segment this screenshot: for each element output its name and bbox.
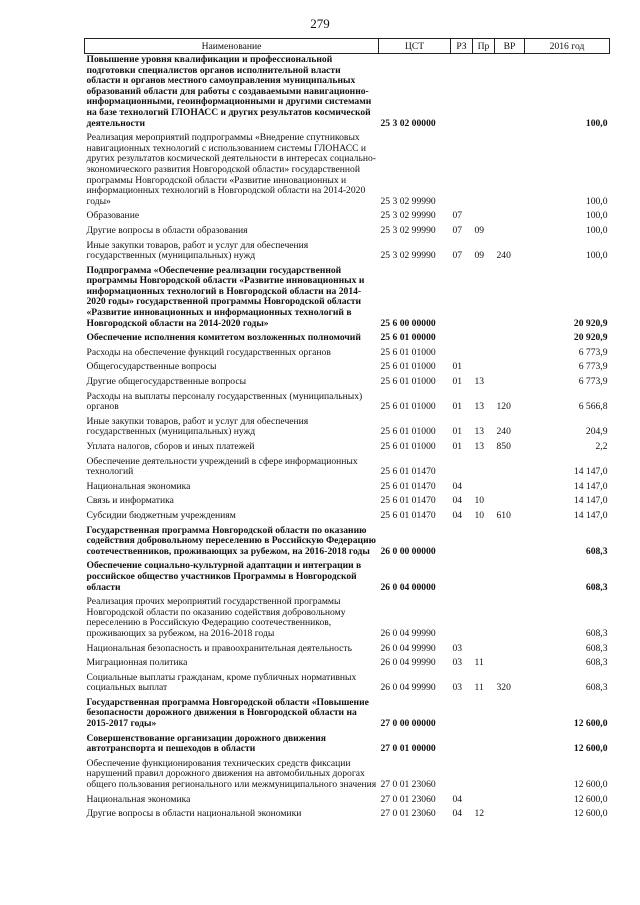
- row-amount: 100,0: [585, 250, 608, 262]
- row-code: 27 0 01 23060: [380, 808, 436, 820]
- row-pr: 11: [474, 657, 484, 669]
- row-code: 25 6 01 01470: [380, 480, 436, 492]
- row-vr: [495, 456, 525, 481]
- row-vr: [495, 54, 525, 133]
- table-row: [85, 376, 610, 391]
- row-code: 25 6 01 01000: [380, 376, 436, 388]
- row-code: 26 0 04 00000: [380, 581, 436, 593]
- row-pr: [473, 456, 495, 481]
- header-name: Наименование: [85, 39, 379, 54]
- row-name: Государственная программа Новгородской области «Повышение безопасности дорожного движения в Новгородской области на 2015-2017 годы»: [86, 696, 369, 730]
- table-row: [85, 697, 610, 733]
- header-pr: Пр: [473, 39, 495, 54]
- row-vr: 240: [496, 426, 511, 438]
- row-rz: [451, 733, 473, 758]
- row-name: Национальная экономика: [86, 480, 191, 492]
- row-amount: 14 147,0: [573, 495, 608, 507]
- table-row: [85, 481, 610, 496]
- row-amount: 608,3: [585, 642, 608, 654]
- row-name: Реализация прочих мероприятий государственной программы Новгородской области по оказанию содействия добровольному переселению в Российскую Федерацию соотечественников, проживающих за рубежом, на 2016-2018 годы: [86, 596, 346, 639]
- table-row: [85, 240, 610, 265]
- row-amount: 608,3: [585, 627, 608, 639]
- row-code: 27 0 00 00000: [380, 718, 436, 730]
- row-pr: [473, 132, 495, 210]
- row-rz: 01: [452, 361, 463, 373]
- row-pr: [473, 332, 495, 347]
- row-vr: 610: [496, 509, 511, 521]
- row-pr: 10: [474, 495, 485, 507]
- row-name: Общегосударственные вопросы: [86, 361, 217, 373]
- row-pr: [473, 265, 495, 333]
- row-amount: 608,3: [585, 657, 608, 669]
- row-amount: 6 566,8: [578, 401, 608, 413]
- row-amount: 12 600,0: [573, 718, 608, 730]
- row-pr: [473, 525, 495, 561]
- row-vr: [495, 225, 525, 240]
- row-name: Миграционная политика: [86, 657, 188, 669]
- row-vr: 320: [496, 682, 511, 694]
- table-row: [85, 643, 610, 658]
- row-vr: [495, 525, 525, 561]
- row-rz: 07: [452, 210, 463, 222]
- table-row: [85, 441, 610, 456]
- row-vr: [495, 481, 525, 496]
- row-amount: 608,3: [585, 581, 608, 593]
- row-name: Национальная безопасность и правоохранительная деятельность: [86, 642, 352, 654]
- row-vr: 120: [496, 401, 511, 413]
- row-rz: 01: [452, 376, 463, 388]
- table-row: [85, 560, 610, 596]
- row-name: Обеспечение функционирования технических средств фиксации нарушений правил дорожного движения на автомобильных дорогах общего пользования регионального или межмуниципального значения: [86, 757, 377, 791]
- row-vr: [495, 758, 525, 794]
- row-pr: [473, 560, 495, 596]
- row-pr: 12: [474, 808, 485, 820]
- row-rz: [451, 525, 473, 561]
- row-rz: [451, 54, 473, 133]
- row-vr: 240: [496, 250, 511, 262]
- row-name: Субсидии бюджетным учреждениям: [86, 509, 236, 521]
- row-rz: 07: [452, 250, 463, 262]
- row-rz: [451, 132, 473, 210]
- table-row: [85, 758, 610, 794]
- row-code: 25 3 02 99990: [380, 210, 436, 222]
- row-pr: 09: [474, 250, 485, 262]
- row-name: Государственная программа Новгородской области по оказанию содействия добровольному переселению в Российскую Федерацию соотечественников, проживающих за рубежом, на 2016-2018 годы: [86, 524, 376, 557]
- row-amount: 20 920,9: [573, 317, 608, 329]
- table-row: [85, 265, 610, 333]
- row-amount: 204,9: [585, 426, 608, 438]
- row-pr: 13: [474, 401, 485, 413]
- row-vr: [495, 332, 525, 347]
- row-amount: 2,2: [595, 441, 608, 452]
- row-code: 25 6 01 01470: [380, 466, 436, 478]
- row-pr: [473, 361, 495, 376]
- row-vr: [495, 643, 525, 658]
- row-vr: 850: [496, 441, 511, 452]
- table-row: [85, 525, 610, 561]
- table-row: [85, 733, 610, 758]
- row-name: Расходы на обеспечение функций государственных органов: [86, 346, 331, 358]
- row-code: 25 6 01 01470: [380, 509, 436, 521]
- row-amount: 12 600,0: [573, 779, 608, 791]
- row-rz: 04: [452, 480, 463, 492]
- row-pr: [473, 210, 495, 225]
- row-vr: [495, 808, 525, 823]
- row-vr: [495, 560, 525, 596]
- table-row: [85, 210, 610, 225]
- row-name: Другие общегосударственные вопросы: [86, 376, 247, 388]
- table-row: [85, 510, 610, 525]
- row-code: 26 0 04 99990: [380, 627, 436, 639]
- row-rz: [451, 347, 473, 362]
- row-code: 26 0 04 99990: [380, 682, 436, 694]
- row-name: Связь и информатика: [86, 495, 174, 507]
- row-name: Совершенствование организации дорожного движения автотранспорта и пешеходов в области: [86, 732, 326, 755]
- row-pr: [473, 481, 495, 496]
- row-rz: 07: [452, 224, 463, 236]
- row-amount: 6 773,9: [578, 376, 608, 388]
- row-name: Уплата налогов, сборов и иных платежей: [86, 441, 255, 452]
- row-name: Обеспечение социально-культурной адаптации и интеграции в российское общество участников Программы в Новгородской области: [86, 560, 362, 593]
- row-code: 25 6 00 00000: [380, 317, 436, 329]
- row-rz: 01: [452, 401, 463, 413]
- row-code: 27 0 01 23060: [380, 793, 436, 805]
- table-row: [85, 672, 610, 697]
- row-amount: 12 600,0: [573, 743, 608, 755]
- table-header-row: [85, 39, 610, 54]
- row-amount: 100,0: [585, 224, 608, 236]
- row-rz: [451, 596, 473, 642]
- row-name: Обеспечение исполнения комитетом возложенных полномочий: [86, 332, 361, 344]
- row-code: 26 0 00 00000: [380, 545, 436, 557]
- row-name: Подпрограмма «Обеспечение реализации государственной программы Новгородской области «Развитие инновационных и информационных технологий в Новгородской области на 2014-2020 годы» государственной программы Новгородской области «Развитие инновационных и информационных технологий в Новгородской области на 2014-2020 годы»: [86, 264, 365, 329]
- table-row: [85, 347, 610, 362]
- row-code: 25 3 02 99990: [380, 224, 436, 236]
- row-rz: 03: [452, 642, 463, 654]
- row-code: 25 6 01 01000: [380, 361, 436, 373]
- row-code: 25 6 01 01470: [380, 495, 436, 507]
- row-name: Национальная экономика: [86, 793, 191, 805]
- row-name: Другие вопросы в области образования: [86, 224, 248, 236]
- row-rz: [451, 697, 473, 733]
- row-rz: 04: [452, 509, 463, 521]
- row-vr: [495, 733, 525, 758]
- row-pr: [473, 733, 495, 758]
- header-rz: РЗ: [451, 39, 473, 54]
- row-amount: 6 773,9: [578, 346, 608, 358]
- row-code: 25 6 01 00000: [380, 332, 436, 344]
- table-body: [85, 54, 610, 823]
- row-rz: 01: [452, 441, 463, 452]
- table-row: [85, 54, 610, 133]
- row-vr: [495, 697, 525, 733]
- row-amount: 12 600,0: [573, 808, 608, 820]
- row-vr: [495, 657, 525, 672]
- table-row: [85, 361, 610, 376]
- row-vr: [495, 347, 525, 362]
- row-vr: [495, 210, 525, 225]
- row-pr: [473, 347, 495, 362]
- row-name: Иные закупки товаров, работ и услуг для обеспечения государственных (муниципальных) нужд: [86, 239, 309, 262]
- row-vr: [495, 794, 525, 809]
- row-amount: 12 600,0: [573, 793, 608, 805]
- row-code: 25 3 02 99990: [380, 250, 436, 262]
- row-rz: 03: [452, 682, 463, 694]
- row-name: Обеспечение деятельности учреждений в сфере информационных технологий: [86, 455, 358, 478]
- row-amount: 14 147,0: [573, 509, 608, 521]
- row-code: 27 0 01 00000: [380, 743, 436, 755]
- row-rz: 03: [452, 657, 463, 669]
- row-vr: [495, 376, 525, 391]
- row-rz: [451, 332, 473, 347]
- row-vr: [495, 596, 525, 642]
- page-number: 279: [310, 16, 330, 31]
- row-name: Социальные выплаты гражданам, кроме публичных нормативных социальных выплат: [86, 671, 357, 694]
- row-code: 25 6 01 01000: [380, 401, 436, 413]
- row-vr: [495, 361, 525, 376]
- row-rz: 04: [452, 793, 463, 805]
- table-row: [85, 225, 610, 240]
- row-pr: [473, 54, 495, 133]
- row-rz: [451, 456, 473, 481]
- row-code: 25 6 01 01000: [380, 426, 436, 438]
- row-amount: 20 920,9: [573, 332, 608, 344]
- row-amount: 14 147,0: [573, 466, 608, 478]
- table-row: [85, 391, 610, 416]
- row-amount: 14 147,0: [573, 480, 608, 492]
- row-code: 25 3 02 00000: [380, 117, 436, 129]
- table-row: [85, 657, 610, 672]
- row-vr: [495, 132, 525, 210]
- row-amount: 6 773,9: [578, 361, 608, 373]
- row-name: Образование: [86, 210, 140, 222]
- row-code: 25 3 02 99990: [380, 195, 436, 207]
- row-rz: 01: [452, 426, 463, 438]
- row-amount: 608,3: [585, 682, 608, 694]
- header-year: 2016 год: [525, 39, 610, 54]
- table-row: [85, 596, 610, 642]
- row-rz: [451, 758, 473, 794]
- row-vr: [495, 265, 525, 333]
- row-pr: [473, 794, 495, 809]
- row-code: 26 0 04 99990: [380, 642, 436, 654]
- row-rz: 04: [452, 495, 463, 507]
- table-row: [85, 495, 610, 510]
- row-pr: [473, 758, 495, 794]
- row-amount: 100,0: [585, 210, 608, 222]
- row-code: 27 0 01 23060: [380, 779, 436, 791]
- table-row: [85, 416, 610, 441]
- row-pr: 11: [474, 682, 484, 694]
- table-row: [85, 794, 610, 809]
- row-pr: 09: [474, 224, 485, 236]
- row-name: Реализация мероприятий подпрограммы «Внедрение спутниковых навигационных технологий с использованием системы ГЛОНАСС и других результатов космической деятельности в интересах социально-экономического развития Новгородской области» государственной программы Новгородской области «Развитие инновационных и информационных технологий в Новгородской области на 2014-2020 годы»: [86, 132, 376, 207]
- row-pr: [473, 697, 495, 733]
- row-amount: 100,0: [585, 117, 608, 129]
- row-code: 26 0 04 99990: [380, 657, 436, 669]
- row-vr: [495, 495, 525, 510]
- row-code: 25 6 01 01000: [380, 441, 436, 452]
- row-pr: 10: [474, 509, 485, 521]
- row-name: Другие вопросы в области национальной экономики: [86, 808, 302, 820]
- row-amount: 100,0: [585, 195, 608, 207]
- row-pr: [473, 643, 495, 658]
- header-vr: ВР: [495, 39, 525, 54]
- row-name: Повышение уровня квалификации и профессиональной подготовки специалистов органов исполнительной власти области и органов местного самоуправления муниципальных образований области для работы с создаваемыми навигационно-информационными, геоинформационными и другими системами на базе технологий ГЛОНАСС и других результатов космической деятельности: [86, 54, 372, 129]
- table-row: [85, 808, 610, 823]
- row-pr: [473, 596, 495, 642]
- row-rz: [451, 265, 473, 333]
- header-code: ЦСТ: [379, 39, 451, 54]
- table-row: [85, 456, 610, 481]
- row-name: Иные закупки товаров, работ и услуг для обеспечения государственных (муниципальных) нужд: [86, 415, 309, 438]
- table-row: [85, 332, 610, 347]
- row-rz: 04: [452, 808, 463, 820]
- budget-table: [84, 38, 610, 823]
- table-row: [85, 132, 610, 210]
- row-name: Расходы на выплаты персоналу государственных (муниципальных) органов: [86, 390, 363, 413]
- row-code: 25 6 01 01000: [380, 346, 436, 358]
- row-rz: [451, 560, 473, 596]
- row-pr: 13: [474, 441, 485, 452]
- row-pr: 13: [474, 376, 485, 388]
- row-pr: 13: [474, 426, 485, 438]
- row-amount: 608,3: [585, 545, 608, 557]
